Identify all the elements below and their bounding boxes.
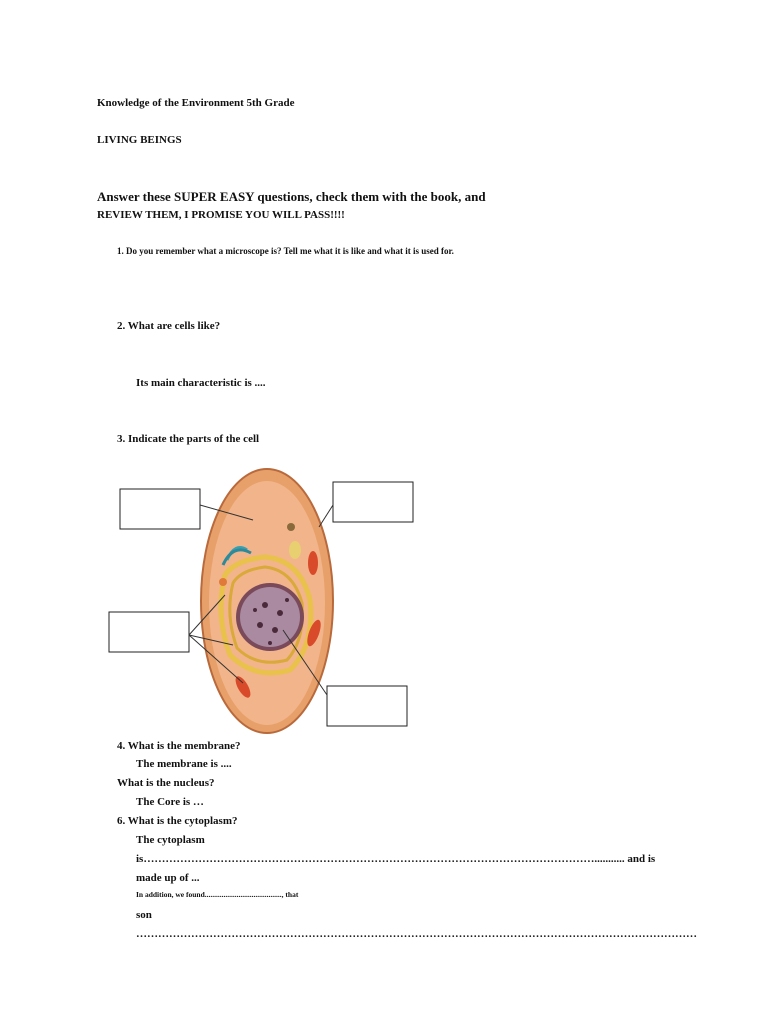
nucleus-shape (240, 587, 300, 647)
label-box-organelles[interactable] (109, 612, 189, 652)
section-heading: LIVING BEINGS (97, 134, 182, 146)
intro-line-1: Answer these SUPER EASY questions, check them with the book, and (97, 189, 486, 204)
leader-line (319, 505, 333, 527)
cell-diagram (105, 465, 425, 740)
question-5-answer: The Core is … (136, 796, 204, 808)
question-6: 6. What is the cytoplasm? (117, 815, 238, 827)
label-box-nucleus[interactable] (327, 686, 407, 726)
intro-line-2: REVIEW THEM, I PROMISE YOU WILL PASS!!!! (97, 209, 345, 221)
question-2: 2. What are cells like? (117, 320, 221, 332)
label-box-cytoplasm[interactable] (120, 489, 200, 529)
question-6-dotted-line: ……………………………………………………………………………………………………………………………………… (136, 929, 697, 940)
label-box-membrane[interactable] (333, 482, 413, 522)
question-4-answer: The membrane is .... (136, 758, 232, 770)
question-1: 1. Do you remember what a microscope is? Tell me what it is like and what it is used for. (117, 246, 454, 256)
question-5: What is the nucleus? (117, 777, 215, 789)
question-3: 3. Indicate the parts of the cell (117, 433, 260, 445)
worksheet-title: Knowledge of the Environment 5th Grade (97, 97, 295, 109)
mitochondrion-shape (308, 551, 318, 575)
question-2-answer: Its main characteristic is .... (136, 377, 266, 389)
question-6-line-3: made up of ... (136, 872, 200, 884)
question-4: 4. What is the membrane? (117, 740, 241, 752)
question-6-son: son (136, 909, 152, 921)
question-6-small-text: In addition, we found........................................., that (136, 890, 299, 899)
question-6-line-2: is……………………………………………………………………………………………………………........... and is (136, 854, 656, 865)
question-6-line-1: The cytoplasm (136, 834, 205, 846)
